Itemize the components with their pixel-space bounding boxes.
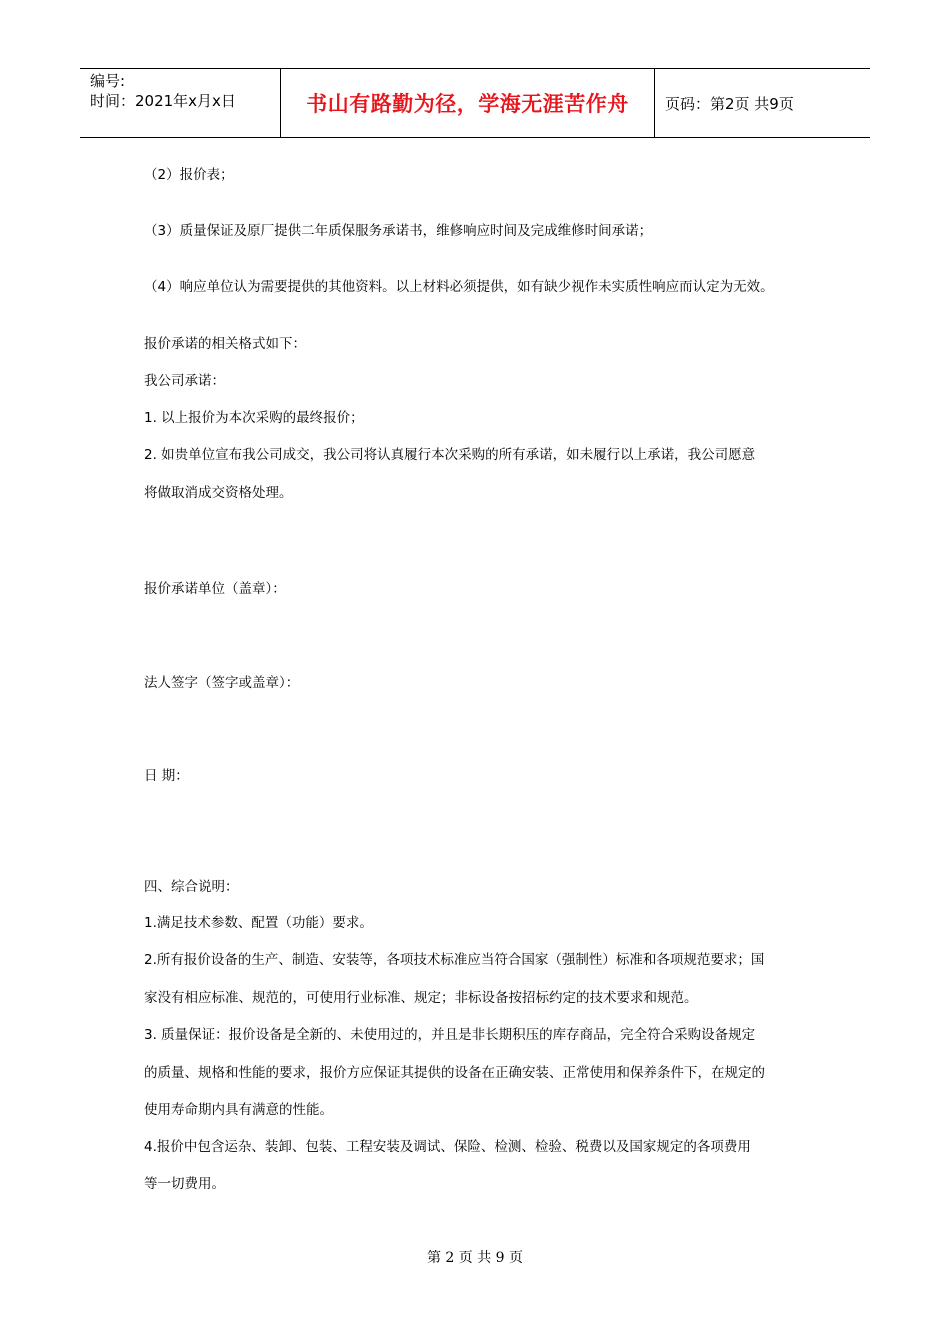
body-line-10: 法人签字（签字或盖章）： bbox=[144, 675, 300, 691]
body-line-4: 报价承诺的相关格式如下： bbox=[144, 336, 306, 352]
body-line-14: 2.所有报价设备的生产、制造、安装等，各项技术标准应当符合国家（强制性）标准和各项规范要求；国 bbox=[144, 952, 765, 968]
body-line-13: 1.满足技术参数、配置（功能）要求。 bbox=[144, 915, 373, 931]
page-footer: 第 2 页 共 9 页 bbox=[426, 1250, 524, 1266]
body-line-15: 家没有相应标准、规范的，可使用行业标准、规定；非标设备按招标约定的技术要求和规范。 bbox=[144, 990, 698, 1006]
document-number-label: 编号: bbox=[90, 72, 126, 90]
body-line-5: 我公司承诺： bbox=[144, 373, 225, 389]
header-page-info: 页码：第2页 共9页 bbox=[665, 94, 794, 113]
body-line-7: 2. 如贵单位宣布我公司成交，我公司将认真履行本次采购的所有承诺，如未履行以上承诺，我公司愿意 bbox=[144, 447, 756, 463]
body-line-8: 将做取消成交资格处理。 bbox=[144, 485, 293, 501]
body-line-16: 3. 质量保证：报价设备是全新的、未使用过的，并且是非长期积压的库存商品，完全符合采购设备规定 bbox=[144, 1027, 756, 1043]
body-line-20: 等一切费用。 bbox=[144, 1176, 225, 1192]
body-line-3: （4）响应单位认为需要提供的其他资料。以上材料必须提供，如有缺少视作未实质性响应而认定为无效。 bbox=[144, 279, 774, 295]
body-line-11: 日 期： bbox=[144, 768, 189, 784]
body-line-12: 四、综合说明： bbox=[144, 879, 239, 895]
body-line-6: 1. 以上报价为本次采购的最终报价； bbox=[144, 410, 364, 426]
document-time: 时间：2021年x月x日 bbox=[90, 92, 236, 110]
body-line-17: 的质量、规格和性能的要求，报价方应保证其提供的设备在正确安装、正常使用和保养条件下，在规定的 bbox=[144, 1065, 765, 1081]
header-motto: 书山有路勤为径，学海无涯苦作舟 bbox=[281, 69, 655, 137]
body-line-18: 使用寿命期内具有满意的性能。 bbox=[144, 1102, 333, 1118]
body-line-2: （3）质量保证及原厂提供二年质保服务承诺书，维修响应时间及完成维修时间承诺； bbox=[144, 223, 653, 239]
body-line-19: 4.报价中包含运杂、装卸、包装、工程安装及调试、保险、检测、检验、税费以及国家规定的各项费用 bbox=[144, 1139, 751, 1155]
page-header bbox=[80, 68, 870, 138]
body-line-1: （2）报价表； bbox=[144, 167, 234, 183]
body-line-9: 报价承诺单位（盖章）： bbox=[144, 581, 286, 597]
header-left-cell bbox=[80, 69, 281, 137]
